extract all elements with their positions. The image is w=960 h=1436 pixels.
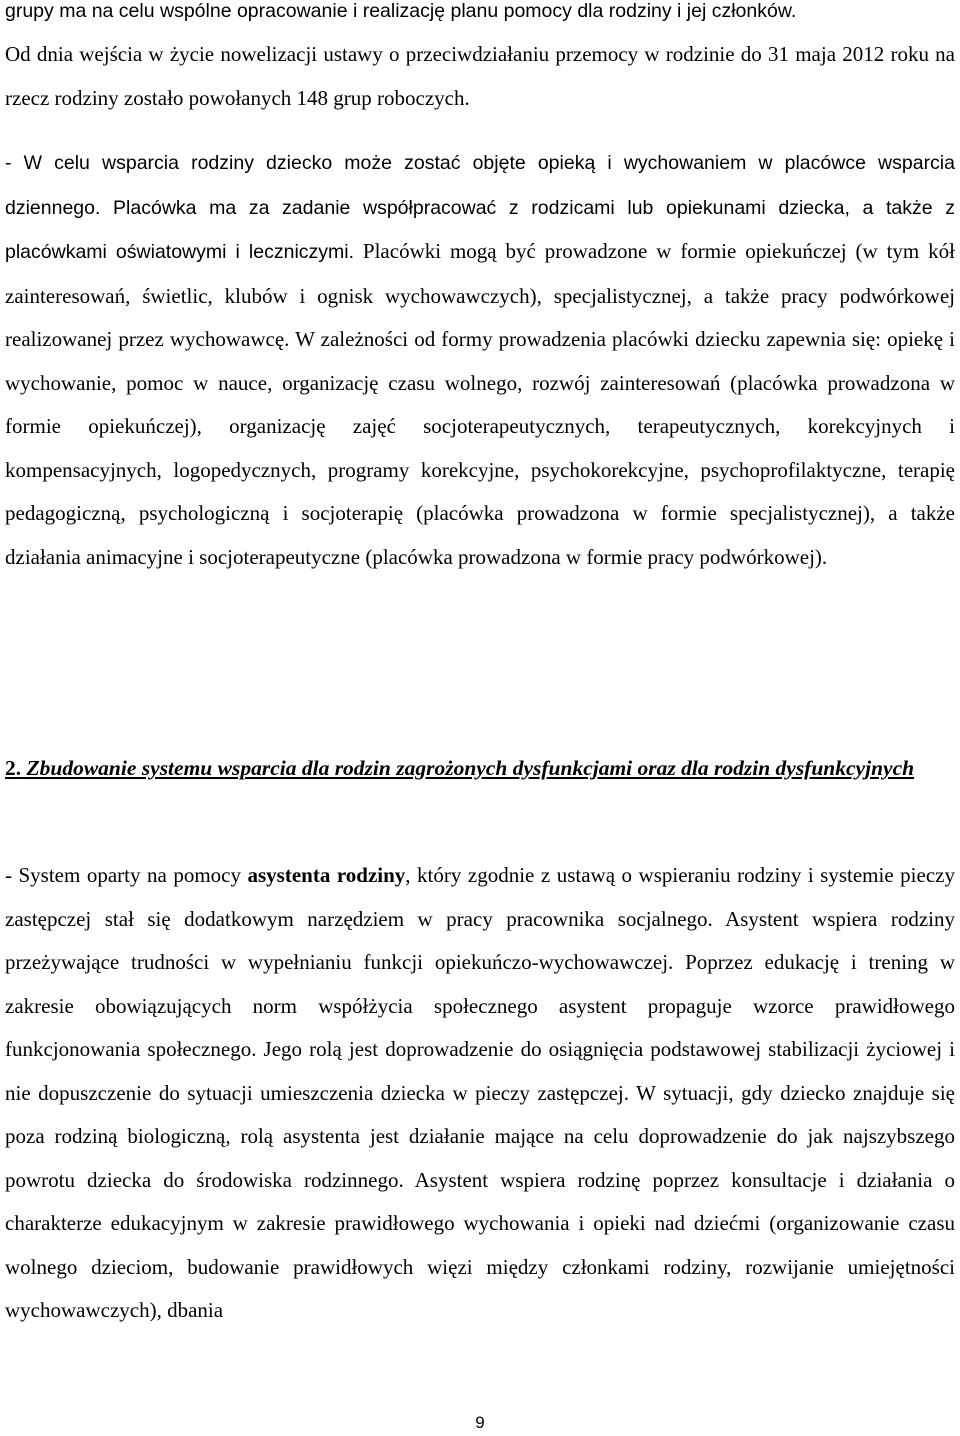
paragraph (5, 141, 955, 579)
paragraph (5, 854, 955, 1333)
section-title: Zbudowanie systemu wsparcia dla rodzin zagrożonych dysfunkcjami oraz dla rodzin dysfunkcyjnych (26, 756, 915, 780)
paragraph-text: Od dnia wejścia w życie nowelizacji ustawy o przeciwdziałaniu przemocy w rodzinie do 31 maja 2012 roku na rzecz rodziny zostało powołanych 148 grup roboczych. (5, 42, 955, 110)
paragraph-text: - W celu wsparcia rodziny dziecko może zostać objęte opieką i wychowaniem w placówce wsparcia dziennego. Placówka ma za zadanie współpracować z rodzicami lub opiekunami dziecka, a także z placówkami oświatowymi i leczniczymi. (5, 152, 955, 263)
section-heading (5, 747, 955, 790)
paragraph-line (5, 0, 955, 34)
section-number: 2. (5, 756, 22, 780)
bold-term: asystenta rodziny (247, 863, 406, 887)
paragraph (5, 33, 955, 120)
page-number: 9 (475, 1413, 485, 1432)
paragraph-text: Placówki mogą być prowadzone w formie opiekuńczej (w tym kół zainteresowań, świetlic, klubów i ognisk wychowawczych), specjalistycznej, a także pracy podwórkowej realizowanej przez wychowawcę. (5, 239, 955, 351)
paragraph-text: grupy ma na celu wspólne opracowanie i realizację planu pomocy dla rodziny i jej członków. (5, 0, 797, 22)
paragraph-text: - System oparty na pomocy (5, 863, 248, 887)
paragraph-text: W zależności od formy prowadzenia placówki dziecku zapewnia się: opiekę i wychowanie, pomoc w nauce, organizację czasu wolnego, rozwój zainteresowań (placówka prowadzona w formie opiekuńczej), organizację zajęć socjoterapeutycznych, terapeutycznych, korekcyjnych i kompensacyjnych, logopedycznych, programy korekcyjne, psychokorekcyjne, psychoprofilaktyczne, terapię pedagogiczną, psychologiczną i socjoterapię (placówka prowadzona w formie specjalistycznej), a także działania animacyjne i socjoterapeutyczne (placówka prowadzona w formie pracy podwórkowej). (5, 327, 955, 569)
paragraph-text: , który zgodnie z ustawą o wspieraniu rodziny i systemie pieczy zastępczej stał się dodatkowym narzędziem w pracy pracownika socjalnego. Asystent wspiera rodziny przeżywające trudności w wypełnianiu funkcji opiekuńczo-wychowawczej. Poprzez edukację i trening w zakresie obowiązujących norm współżycia społecznego asystent propaguje wzorce prawidłowego funkcjonowania społecznego. Jego rolą jest doprowadzenie do osiągnięcia podstawowej stabilizacji życiowej i nie dopuszczenie do sytuacji umieszczenia dziecka w pieczy zastępczej. W sytuacji, gdy dziecko znajduje się poza rodziną biologiczną, rolą asystenta jest działanie mające na celu doprowadzenie do jak najszybszego powrotu dziecka do środowiska rodzinnego. Asystent wspiera rodzinę poprzez konsultacje i działania o charakterze edukacyjnym w zakresie prawidłowego wychowania i opieki nad dziećmi (organizowanie czasu wolnego dzieciom, budowanie prawidłowych więzi między członkami rodziny, rozwijanie umiejętności wychowawczych), dbania (5, 863, 955, 1322)
